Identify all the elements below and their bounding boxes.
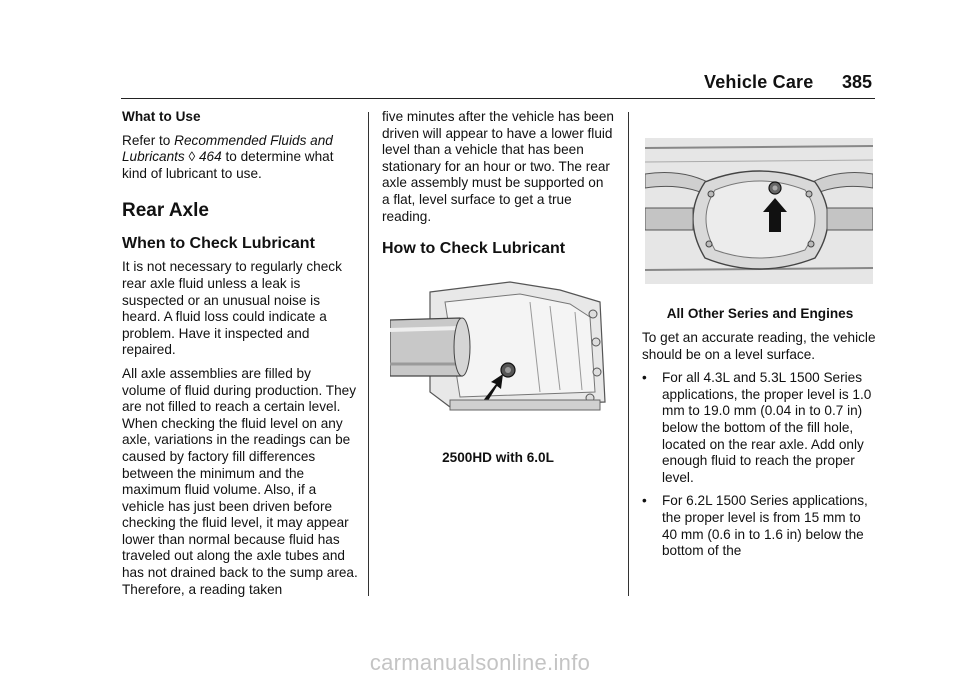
axle-figure-2500hd [390,272,610,412]
level-bullet-list [642,370,878,560]
axle-figure-other [645,138,873,284]
column-1 [122,109,358,605]
watermark: carmanualsonline.info [369,650,591,675]
refer-prefix: Refer to [122,132,175,148]
section-title: Vehicle Care [704,72,814,92]
body-paragraph-2: All axle assemblies are filled by volume of fluid during production. They are not filled to reach a certain level. When checking the fluid level on any axle, variations in the readings can be caused by factory fill differences between the minimum and the maximum fluid volume. Also, if a vehicle has just been driven before checking the fluid level, it may appear lower than normal because fluid has traveled out along the axle tubes and has not drained back to the sump area. Therefore, a reading taken [122,365,358,597]
rear-axle-heading: Rear Axle [122,200,209,222]
axle-cover-illustration [645,138,873,284]
column-2 [382,109,614,264]
figure-caption-2500hd: 2500HD with 6.0L [442,450,554,465]
bullet-text: For 6.2L 1500 Series applications, the proper level is from 15 mm to 40 mm (0.6 in to 1.6 in) below the bottom of the [662,493,868,559]
axle-illustration [390,272,610,412]
recommended-fluids-link[interactable]: Recommended Fluids and Lubricants [122,132,333,165]
body-paragraph-1: It is not necessary to regularly check rear axle fluid unless a leak is suspected or an unusual noise is heard. A fluid loss could indicate a problem. Have it inspected and repaired. [122,259,342,358]
how-to-check-heading: How to Check Lubricant [382,240,566,258]
column-divider-1 [368,112,369,596]
body-paragraph-3: five minutes after the vehicle has been driven will appear to have a lower fluid level than a vehicle that has been stationary for an hour or two. The rear axle assembly must be supported on a flat, level surface to get a true reading. [382,109,614,224]
bullet-icon: • [642,493,647,509]
figure-caption-other: All Other Series and Engines [666,306,854,321]
accurate-reading-paragraph: To get an accurate reading, the vehicle should be on a level surface. [642,330,876,362]
list-item [642,370,878,486]
list-item [642,493,878,559]
column-divider-2 [628,112,629,596]
what-to-use-heading: What to Use [122,109,201,124]
page-number: 385 [842,72,873,92]
when-to-check-heading: When to Check Lubricant [122,235,315,253]
refer-suffix: to determine what kind of lubricant to use. [122,149,334,181]
page-ref-icon: ◊ [188,149,196,165]
refer-paragraph [122,133,358,183]
bullet-text: For all 4.3L and 5.3L 1500 Series applications, the proper level is 1.0 mm to 19.0 mm (0.04 in to 0.7 in) below the bottom of the fill hole, located on the rear axle. Add only enough fluid to reach the proper level. [662,370,872,485]
bullet-icon: • [642,370,647,386]
column-3 [642,330,878,567]
page-ref-number[interactable]: 464 [199,149,222,165]
header-rule [121,98,875,99]
